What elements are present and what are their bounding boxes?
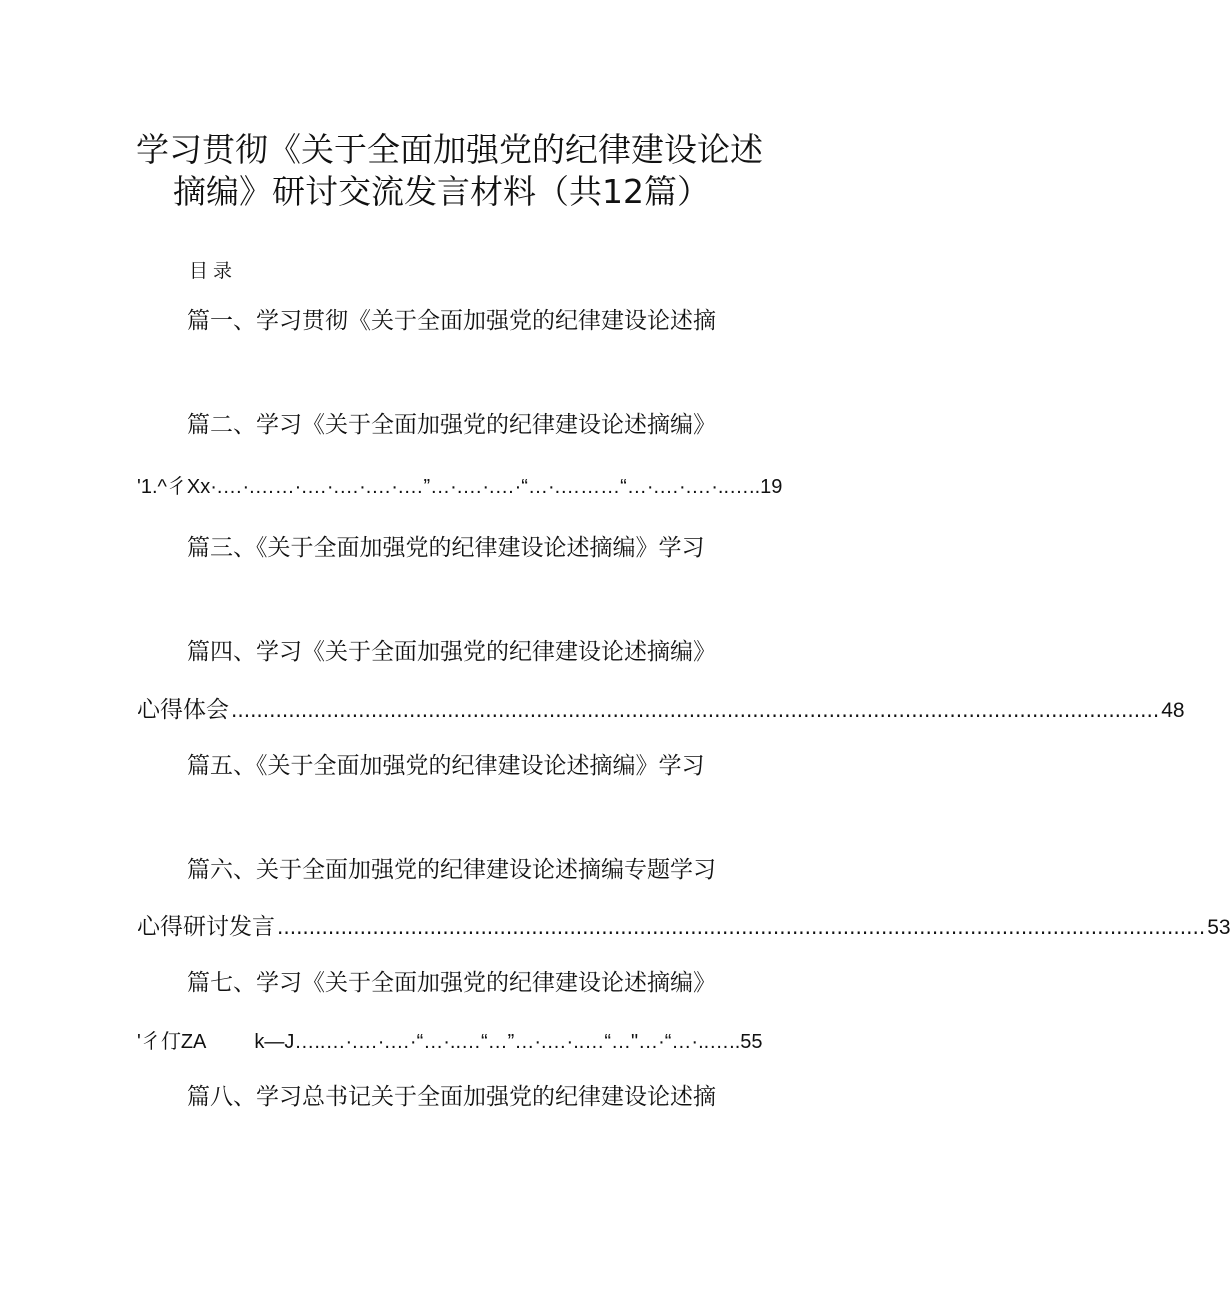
toc-entry-6-page: 53 bbox=[1207, 916, 1231, 939]
toc-entry-2[interactable]: 篇二、学习《关于全面加强党的纪律建设论述摘编》 bbox=[187, 412, 716, 438]
toc-entry-3[interactable]: 篇三、《关于全面加强党的纪律建设论述摘编》学习 bbox=[187, 535, 705, 561]
toc-entry-6-continuation bbox=[137, 912, 1231, 943]
document-title-line-1: 学习贯彻《关于全面加强党的纪律建设论述 bbox=[136, 130, 763, 169]
toc-entry-6[interactable]: 篇六、关于全面加强党的纪律建设论述摘编专题学习 bbox=[187, 857, 716, 883]
toc-entry-2-continuation: '1.^彳Xx·.…·.……·.…·.…·.…·.…”…·.…·.…·“…·.………“…·.…·.…·..…..19 bbox=[137, 476, 783, 498]
toc-entry-7-fragment-b: k—J…..…·.…·.…·“…·..…“…”…·.…·..…“…"…·“…·..…..55 bbox=[254, 1031, 763, 1053]
toc-entry-4[interactable]: 篇四、学习《关于全面加强党的纪律建设论述摘编》 bbox=[187, 639, 716, 665]
toc-entry-7[interactable]: 篇七、学习《关于全面加强党的纪律建设论述摘编》 bbox=[187, 970, 716, 996]
dot-leader: .................................................................................................................................................. bbox=[277, 915, 1206, 939]
dot-leader: .................................................................................................................................................. bbox=[231, 698, 1160, 722]
toc-heading: 目录 bbox=[189, 260, 238, 282]
toc-entry-7-continuation bbox=[137, 1027, 763, 1057]
toc-entry-4-label: 心得体会 bbox=[137, 697, 229, 723]
toc-entry-4-continuation bbox=[137, 695, 1185, 726]
toc-entry-8[interactable]: 篇八、学习总书记关于全面加强党的纪律建设论述摘 bbox=[187, 1084, 716, 1110]
toc-entry-6-label: 心得研讨发言 bbox=[137, 914, 275, 940]
toc-entry-1[interactable]: 篇一、学习贯彻《关于全面加强党的纪律建设论述摘 bbox=[187, 308, 716, 334]
toc-entry-7-fragment-a: '彳仃ZA bbox=[137, 1031, 207, 1053]
document-title-line-2: 摘编》研讨交流发言材料（共12篇） bbox=[173, 172, 710, 211]
toc-entry-5[interactable]: 篇五、《关于全面加强党的纪律建设论述摘编》学习 bbox=[187, 753, 705, 779]
toc-entry-4-page: 48 bbox=[1161, 699, 1185, 722]
